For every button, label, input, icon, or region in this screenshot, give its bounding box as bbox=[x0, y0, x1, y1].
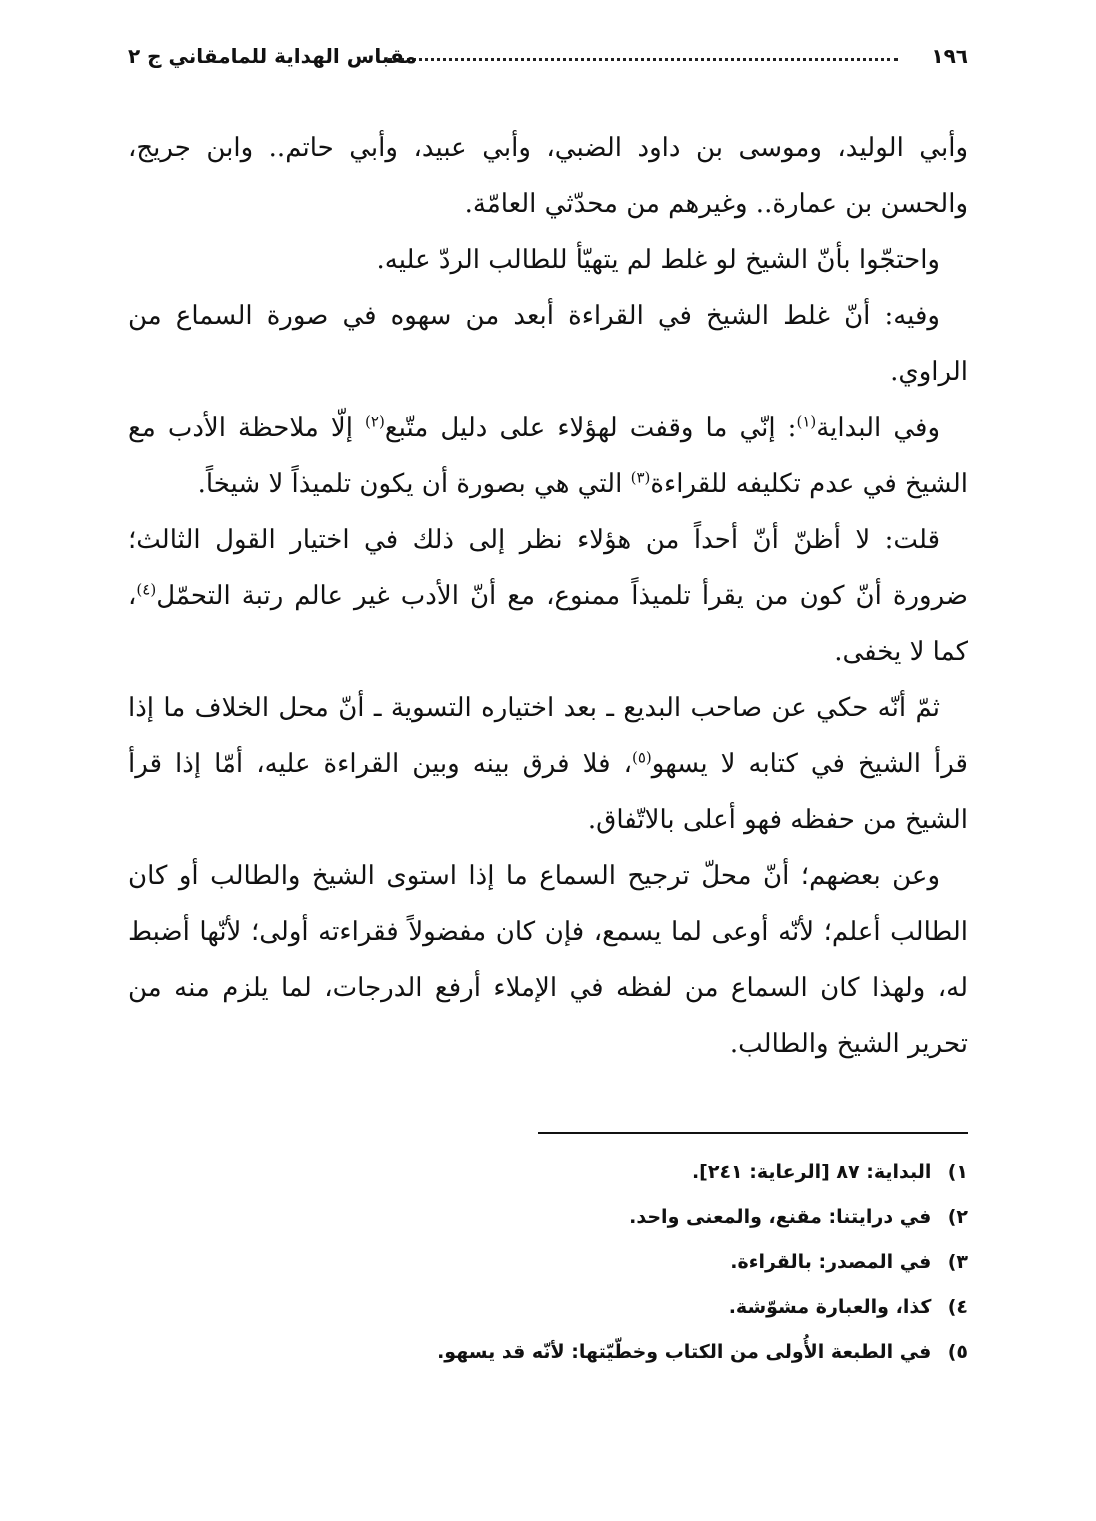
footnote-divider bbox=[538, 1132, 968, 1134]
footnote-number: ٥) bbox=[947, 1341, 968, 1363]
footnote-5 bbox=[128, 1330, 968, 1375]
paragraph-4 bbox=[128, 400, 968, 512]
footnote-text: كذا، والعبارة مشوّشة. bbox=[728, 1296, 932, 1318]
paragraph-7: وعن بعضهم؛ أنّ محلّ ترجيح السماع ما إذا استوى الشيخ والطالب أو كان الطالب أعلم؛ لأنّه أوعى لما يسمع، فإن كان مفضولاً فقراءته أولى؛ لأنّها أضبط له، ولهذا كان السماع من لفظه في الإملاء أرفع الدرجات، لما يلزم منه من تحرير الشيخ والطالب. bbox=[128, 861, 968, 1059]
paragraph-6 bbox=[128, 680, 968, 848]
paragraph-6-part-a: ثمّ أنّه حكي عن صاحب البديع ـ بعد اختياره التسوية ـ أنّ محل الخلاف ما إذا قرأ الشيخ في كتابه لا يسهو bbox=[128, 693, 968, 779]
footnote-number: ٣) bbox=[947, 1251, 968, 1273]
main-text bbox=[128, 120, 968, 1072]
footnote-number: ٢) bbox=[947, 1206, 968, 1228]
book-page bbox=[128, 40, 968, 1480]
paragraph-1: وأبي الوليد، وموسى بن داود الضبي، وأبي عبيد، وأبي حاتم.. وابن جريج، والحسن بن عمارة.. وغيرهم من محدّثي العامّة. bbox=[128, 133, 968, 219]
paragraph-6-part-b: ، فلا فرق بينه وبين القراءة عليه، أمّا إذا قرأ الشيخ من حفظه فهو أعلى بالاتّفاق. bbox=[128, 749, 968, 835]
page-header bbox=[128, 40, 968, 80]
footnote-4 bbox=[128, 1285, 968, 1330]
paragraph-4-part-c: إلّا ملاحظة الأدب مع الشيخ في عدم تكليفه للقراءة bbox=[128, 413, 968, 499]
footnote-2 bbox=[128, 1195, 968, 1240]
header-leader-dots bbox=[388, 58, 898, 61]
paragraph-5-part-a: قلت: لا أظنّ أنّ أحداً من هؤلاء نظر إلى ذلك في اختيار القول الثالث؛ ضرورة أنّ كون من يقرأ تلميذاً ممنوع، مع أنّ الأدب غير عالم رتبة التحمّل bbox=[128, 525, 969, 611]
footnote-text: البداية: ٨٧ [الرعاية: ٢٤١]. bbox=[691, 1161, 932, 1183]
paragraph-2: واحتجّوا بأنّ الشيخ لو غلط لم يتهيّأ للطالب الردّ عليه. bbox=[376, 245, 940, 275]
footnote-number: ٤) bbox=[947, 1296, 968, 1318]
running-title: مقباس الهداية للمامقاني ج ٢ bbox=[128, 44, 417, 68]
footnote-text: في الطبعة الأُولى من الكتاب وخطّيّتها: لأنّه قد يسهو. bbox=[437, 1341, 932, 1363]
footnote-ref-4[interactable]: (٤) bbox=[136, 580, 157, 599]
footnote-text: في المصدر: بالقراءة. bbox=[730, 1251, 932, 1273]
footnote-text: في درايتنا: مقنع، والمعنى واحد. bbox=[629, 1206, 932, 1228]
footnote-ref-5[interactable]: (٥) bbox=[631, 748, 652, 767]
paragraph-4-part-d: التي هي بصورة أن يكون تلميذاً لا شيخاً. bbox=[197, 469, 631, 499]
footnote-3 bbox=[128, 1240, 968, 1285]
paragraph-5-part-b: ، كما لا يخفى. bbox=[128, 581, 968, 667]
footnote-1 bbox=[128, 1150, 968, 1195]
footnotes bbox=[128, 1150, 968, 1375]
paragraph-3: وفيه: أنّ غلط الشيخ في القراءة أبعد من سهوه في صورة السماع من الراوي. bbox=[128, 301, 968, 387]
footnote-ref-3[interactable]: (٣) bbox=[630, 468, 651, 487]
paragraph-5 bbox=[128, 512, 968, 680]
page-number: ١٩٦ bbox=[931, 44, 968, 68]
footnote-ref-2[interactable]: (٢) bbox=[365, 412, 385, 431]
footnote-number: ١) bbox=[947, 1161, 968, 1183]
paragraph-4-part-b: : إنّي ما وقفت لهؤلاء على دليل متّبع bbox=[384, 413, 797, 443]
paragraph-4-part-a: وفي البداية bbox=[816, 413, 941, 443]
footnote-ref-1[interactable]: (١) bbox=[796, 412, 817, 431]
